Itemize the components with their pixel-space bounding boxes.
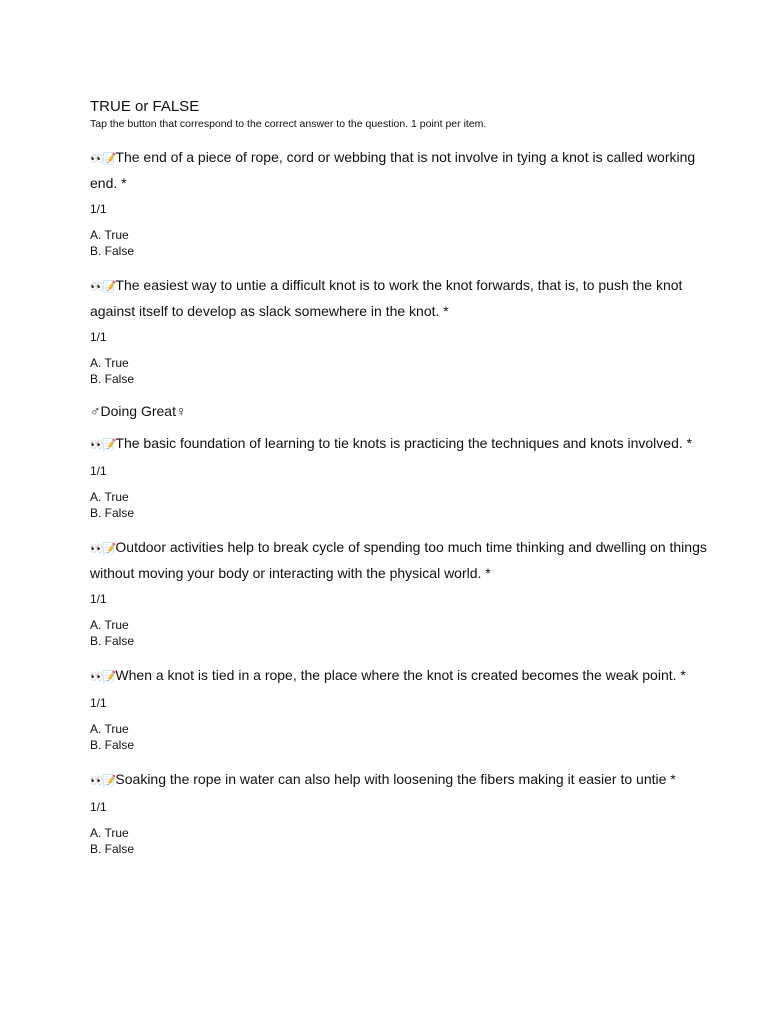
question-label: Outdoor activities help to break cycle of spending too much time thinking and dwelling on things without moving your body or interacting with the physical world. * [90, 539, 707, 581]
encouragement-text: ♂Doing Great♀ [90, 403, 187, 419]
question-text [90, 663, 710, 689]
answer-options [90, 617, 710, 649]
answer-options [90, 489, 710, 521]
question-score: 1/1 [90, 592, 107, 606]
question-3 [90, 431, 710, 521]
page-title: TRUE or FALSE [90, 98, 200, 115]
question-prefix-icon: 👀📝 [90, 280, 116, 293]
question-prefix-icon: 👀📝 [90, 670, 116, 683]
option-true-button[interactable]: A. True [90, 490, 129, 504]
option-false-button[interactable]: B. False [90, 506, 135, 520]
question-score: 1/1 [90, 800, 107, 814]
question-prefix-icon: 👀📝 [90, 774, 116, 787]
question-text [90, 767, 710, 793]
question-prefix-icon: 👀📝 [90, 438, 116, 451]
question-score: 1/1 [90, 464, 107, 478]
question-4 [90, 535, 710, 649]
option-true-button[interactable]: A. True [90, 722, 129, 736]
option-false-button[interactable]: B. False [90, 842, 135, 856]
quiz-page [90, 97, 710, 871]
question-label: When a knot is tied in a rope, the place where the knot is created becomes the weak point. * [115, 667, 686, 683]
question-prefix-icon: 👀📝 [90, 152, 116, 165]
option-false-button[interactable]: B. False [90, 738, 135, 752]
question-6 [90, 767, 710, 857]
answer-options [90, 721, 710, 753]
option-false-button[interactable]: B. False [90, 634, 135, 648]
option-true-button[interactable]: A. True [90, 356, 129, 370]
question-score: 1/1 [90, 696, 107, 710]
question-text [90, 431, 710, 457]
question-1 [90, 145, 710, 259]
question-score: 1/1 [90, 330, 107, 344]
option-true-button[interactable]: A. True [90, 618, 129, 632]
question-label: The basic foundation of learning to tie knots is practicing the techniques and knots involved. * [115, 435, 693, 451]
question-2 [90, 273, 710, 387]
question-score: 1/1 [90, 202, 107, 216]
option-true-button[interactable]: A. True [90, 826, 129, 840]
answer-options [90, 825, 710, 857]
question-label: The end of a piece of rope, cord or webbing that is not involve in tying a knot is called working end. * [90, 149, 696, 191]
question-label: Soaking the rope in water can also help with loosening the fibers making it easier to untie * [115, 771, 676, 787]
option-true-button[interactable]: A. True [90, 228, 129, 242]
question-label: The easiest way to untie a difficult knot is to work the knot forwards, that is, to push the knot against itself to develop as slack somewhere in the knot. * [90, 277, 683, 319]
question-text [90, 145, 710, 195]
option-false-button[interactable]: B. False [90, 372, 135, 386]
question-prefix-icon: 👀📝 [90, 542, 116, 555]
question-text [90, 273, 710, 323]
question-5 [90, 663, 710, 753]
page-subtitle: Tap the button that correspond to the correct answer to the question. 1 point per item. [90, 118, 487, 130]
question-text [90, 535, 710, 585]
option-false-button[interactable]: B. False [90, 244, 135, 258]
answer-options [90, 227, 710, 259]
answer-options [90, 355, 710, 387]
